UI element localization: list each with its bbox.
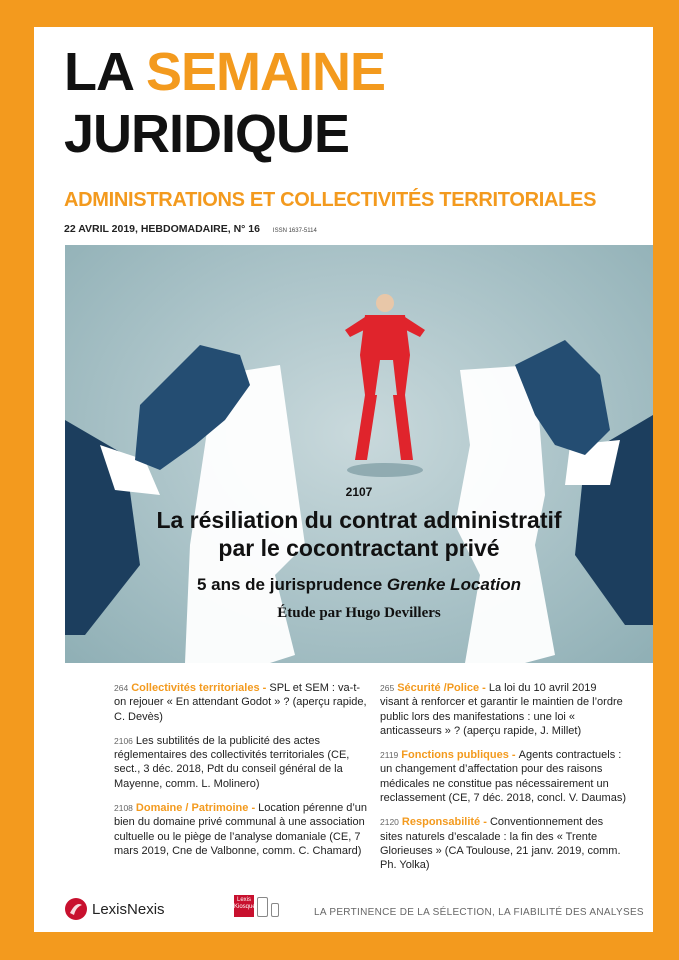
kiosque-line1: Lexis	[236, 897, 251, 903]
edition-title: ADMINISTRATIONS ET COLLECTIVITÉS TERRITORIALES	[64, 189, 597, 211]
toc-item-text: Location pérenne d’un bien du domaine privé communal à une association cultuelle ou le piège de l’analyse domaniale (CE, 7 mars 2019, Cne de Valbonne, comm. C. Chamard)	[114, 802, 368, 857]
article-subtitle-italic: Grenke Location	[386, 575, 522, 594]
toc-item-number: 2120	[380, 817, 399, 828]
toc-item[interactable]	[114, 801, 372, 858]
masthead-juridique: JURIDIQUE	[64, 104, 350, 164]
masthead-title	[64, 42, 386, 102]
article-subtitle	[65, 575, 653, 595]
publisher-name: LexisNexis	[92, 900, 165, 918]
kiosque-line2: Kiosque	[234, 903, 256, 910]
toc-item-text: Agents contractuels : un changement d’affectation pour des raisons médicales ne constitue pas nécessairement un reclassement (CE, 7 déc. 2018, concl. V. Daumas)	[380, 749, 626, 805]
torn-contract-illustration	[65, 245, 653, 663]
cover-page	[34, 27, 653, 932]
toc-item[interactable]	[380, 748, 628, 805]
toc-item-category: Domaine / Patrimoine -	[135, 802, 259, 815]
toc-item-category: Responsabilité -	[401, 816, 490, 829]
toc-item-category: Sécurité /Police -	[397, 682, 489, 694]
article-author: Étude par Hugo Devillers	[277, 605, 441, 621]
toc-item[interactable]	[114, 734, 372, 791]
lexisnexis-emblem-icon	[64, 897, 88, 921]
tagline: LA PERTINENCE DE LA SÉLECTION, LA FIABILITÉ DES ANALYSES	[314, 907, 644, 918]
red-figure	[345, 294, 425, 460]
toc-item-category: Fonctions publiques -	[401, 749, 519, 762]
toc-item-number: 2108	[114, 803, 133, 814]
toc-item-text: Conventionnement des sites naturels d’escalade : la fin des « Trente Glorieuses » (CA Toulouse, 21 janv. 2019, comm. Ph. Yolka)	[380, 816, 621, 872]
toc-item[interactable]	[114, 681, 372, 724]
lexisnexis-logo[interactable]	[64, 897, 165, 921]
masthead-semaine: SEMAINE	[145, 42, 386, 102]
toc-item-text: SPL et SEM : va-t-on rejouer « En attendant Godot » ? (aperçu rapide, C. Devès)	[114, 682, 367, 723]
toc-item-text: La loi du 10 avril 2019 visant à renforcer et garantir le maintien de l’ordre public lors des manifestations : une loi « anticasseurs » ? (aperçu rapide, J. Millet)	[380, 682, 623, 737]
toc-item[interactable]	[380, 681, 628, 738]
article-title	[65, 507, 653, 562]
toc-item-number: 265	[380, 683, 395, 693]
issn: ISSN 1637-5114	[272, 228, 317, 234]
article-subtitle-prefix: 5 ans de jurisprudence	[196, 575, 387, 594]
tablet-icon	[257, 897, 268, 917]
cover-illustration	[65, 245, 653, 663]
table-of-contents-left	[114, 681, 372, 868]
issue-dateline	[64, 223, 317, 235]
article-title-line1: La résiliation du contrat administratif	[156, 507, 562, 533]
figure-shadow	[347, 463, 423, 477]
article-title-line2: par le cocontractant privé	[218, 534, 500, 561]
toc-item-text: Les subtilités de la publicité des actes réglementaires des collectivités territoriales (CE, sect., 3 déc. 2018, Pdt du conseil général de la Mayenne, comm. L. Molinero)	[114, 734, 350, 790]
toc-item-number: 2119	[380, 750, 399, 761]
toc-item-category: Collectivités territoriales -	[131, 682, 270, 694]
lexis-kiosque-badge[interactable]	[234, 895, 279, 917]
table-of-contents-right	[380, 681, 628, 883]
article-number: 2107	[345, 485, 373, 499]
phone-icon	[271, 903, 279, 917]
toc-item-number: 264	[114, 683, 129, 693]
kiosque-logo-icon	[234, 895, 254, 917]
toc-item-number: 2106	[114, 735, 133, 746]
toc-item[interactable]	[380, 815, 628, 872]
masthead-la: LA	[64, 42, 146, 102]
issue-date: 22 AVRIL 2019, HEBDOMADAIRE, N° 16	[64, 223, 260, 235]
